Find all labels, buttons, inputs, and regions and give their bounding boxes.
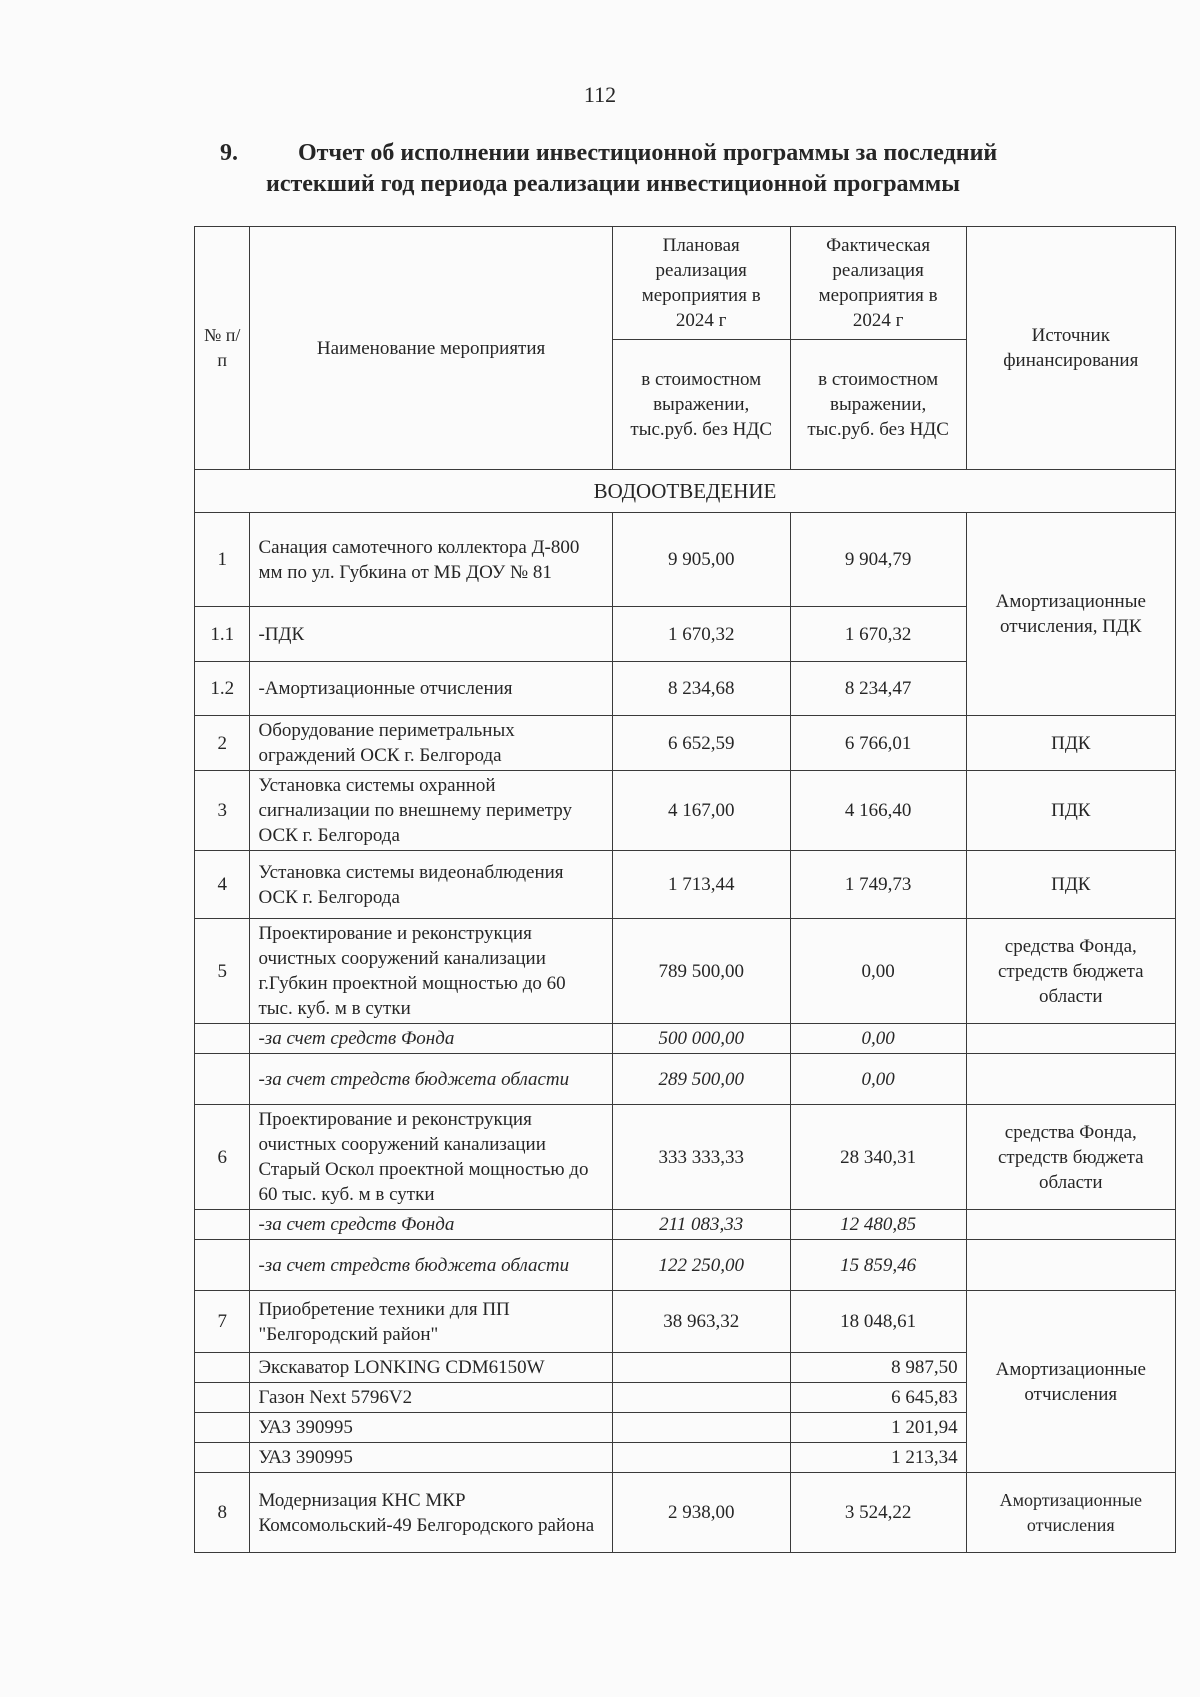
table-row <box>195 1105 1176 1210</box>
row-num <box>195 1383 250 1413</box>
row-plan: 500 000,00 <box>612 1024 790 1054</box>
row-fact: 28 340,31 <box>790 1105 966 1210</box>
row-name: Установка системы видеонаблюдения ОСК г. Белгорода <box>250 851 612 919</box>
row-name: -Амортизационные отчисления <box>250 662 612 716</box>
table-row <box>195 771 1176 851</box>
row-name: Проектирование и реконструкция очистных сооружений канализации г.Губкин проектной мощностью до 60 тыс. куб. м в сутки <box>250 919 612 1024</box>
table-row <box>195 1024 1176 1054</box>
row-num <box>195 1413 250 1443</box>
investment-report-table <box>194 226 1176 1553</box>
row-fact: 1 670,32 <box>790 607 966 662</box>
row-num: 5 <box>195 919 250 1024</box>
row-plan: 9 905,00 <box>612 513 790 607</box>
header-fact-sub: в стоимостном выражении, тыс.руб. без НДС <box>790 340 966 470</box>
row-fact: 4 166,40 <box>790 771 966 851</box>
row-source: Амортизационные отчисления <box>966 1291 1175 1473</box>
table-row <box>195 1054 1176 1105</box>
row-source: средства Фонда, стредств бюджета области <box>966 1105 1175 1210</box>
row-plan <box>612 1443 790 1473</box>
row-num <box>195 1024 250 1054</box>
row-fact: 15 859,46 <box>790 1240 966 1291</box>
row-num <box>195 1210 250 1240</box>
heading-line-2: истекший год периода реализации инвестиционной программы <box>266 171 960 197</box>
table-row <box>195 716 1176 771</box>
row-source: ПДК <box>966 851 1175 919</box>
row-fact: 8 987,50 <box>790 1353 966 1383</box>
row-name: Приобретение техники для ПП "Белгородский район" <box>250 1291 612 1353</box>
header-num: № п/п <box>195 227 250 470</box>
page-number: 112 <box>583 82 617 107</box>
header-row <box>195 227 1176 340</box>
row-name: Оборудование периметральных ограждений ОСК г. Белгорода <box>250 716 612 771</box>
header-fact: Фактическая реализация мероприятия в 2024 г <box>790 227 966 340</box>
row-plan: 333 333,33 <box>612 1105 790 1210</box>
row-source <box>966 1054 1175 1105</box>
row-plan: 789 500,00 <box>612 919 790 1024</box>
row-fact: 6 766,01 <box>790 716 966 771</box>
row-plan: 4 167,00 <box>612 771 790 851</box>
row-name: -за счет средств Фонда <box>250 1024 612 1054</box>
heading-number: 9. <box>220 140 238 166</box>
table-row <box>195 919 1176 1024</box>
row-num: 6 <box>195 1105 250 1210</box>
row-source: Амортизационные отчисления <box>966 1473 1175 1553</box>
section-row <box>195 470 1176 513</box>
row-source: ПДК <box>966 716 1175 771</box>
row-fact: 3 524,22 <box>790 1473 966 1553</box>
row-source <box>966 1240 1175 1291</box>
row-fact: 8 234,47 <box>790 662 966 716</box>
row-fact: 1 749,73 <box>790 851 966 919</box>
table-row <box>195 1473 1176 1553</box>
row-num: 7 <box>195 1291 250 1353</box>
row-plan: 289 500,00 <box>612 1054 790 1105</box>
row-source <box>966 1210 1175 1240</box>
row-fact: 0,00 <box>790 1024 966 1054</box>
row-name: -ПДК <box>250 607 612 662</box>
header-plan: Плановая реализация мероприятия в 2024 г <box>612 227 790 340</box>
row-name: Газон Next 5796V2 <box>250 1383 612 1413</box>
section-title: ВОДООТВЕДЕНИЕ <box>195 470 1176 513</box>
row-name: -за счет стредств бюджета области <box>250 1240 612 1291</box>
row-source <box>966 1024 1175 1054</box>
row-plan <box>612 1353 790 1383</box>
row-plan: 122 250,00 <box>612 1240 790 1291</box>
heading-line-1: Отчет об исполнении инвестиционной программы за последний <box>298 140 998 166</box>
table-row <box>195 851 1176 919</box>
row-source: Амортизационные отчисления, ПДК <box>966 513 1175 716</box>
table-row <box>195 513 1176 607</box>
row-num: 3 <box>195 771 250 851</box>
header-name: Наименование мероприятия <box>250 227 612 470</box>
row-source: ПДК <box>966 771 1175 851</box>
row-num <box>195 1353 250 1383</box>
header-source: Источник финансирования <box>966 227 1175 470</box>
table-row <box>195 1291 1176 1353</box>
row-name: -за счет средств Фонда <box>250 1210 612 1240</box>
row-plan: 1 713,44 <box>612 851 790 919</box>
row-name: Санация самотечного коллектора Д-800 мм по ул. Губкина от МБ ДОУ № 81 <box>250 513 612 607</box>
row-fact: 1 213,34 <box>790 1443 966 1473</box>
row-fact: 9 904,79 <box>790 513 966 607</box>
table-row <box>195 1210 1176 1240</box>
row-fact: 0,00 <box>790 1054 966 1105</box>
row-plan: 1 670,32 <box>612 607 790 662</box>
row-plan: 211 083,33 <box>612 1210 790 1240</box>
row-plan: 38 963,32 <box>612 1291 790 1353</box>
row-num: 8 <box>195 1473 250 1553</box>
row-plan <box>612 1383 790 1413</box>
row-num: 1.2 <box>195 662 250 716</box>
row-fact: 0,00 <box>790 919 966 1024</box>
row-name: -за счет стредств бюджета области <box>250 1054 612 1105</box>
row-name: Модернизация КНС МКР Комсомольский-49 Белгородского района <box>250 1473 612 1553</box>
row-plan: 6 652,59 <box>612 716 790 771</box>
row-fact: 12 480,85 <box>790 1210 966 1240</box>
row-name: УАЗ 390995 <box>250 1443 612 1473</box>
row-num <box>195 1443 250 1473</box>
row-num <box>195 1240 250 1291</box>
table-row <box>195 1240 1176 1291</box>
row-num: 1 <box>195 513 250 607</box>
row-fact: 18 048,61 <box>790 1291 966 1353</box>
row-name: УАЗ 390995 <box>250 1413 612 1443</box>
row-plan <box>612 1413 790 1443</box>
row-name: Проектирование и реконструкция очистных сооружений канализации Старый Оскол проектной мощностью до 60 тыс. куб. м в сутки <box>250 1105 612 1210</box>
row-num: 2 <box>195 716 250 771</box>
row-plan: 2 938,00 <box>612 1473 790 1553</box>
row-num: 1.1 <box>195 607 250 662</box>
row-fact: 6 645,83 <box>790 1383 966 1413</box>
row-plan: 8 234,68 <box>612 662 790 716</box>
row-source: средства Фонда, стредств бюджета области <box>966 919 1175 1024</box>
row-num: 4 <box>195 851 250 919</box>
row-name: Экскаватор LONKING CDM6150W <box>250 1353 612 1383</box>
header-plan-sub: в стоимостном выражении, тыс.руб. без НДС <box>612 340 790 470</box>
row-name: Установка системы охранной сигнализации по внешнему периметру ОСК г. Белгорода <box>250 771 612 851</box>
section-heading <box>210 138 1110 200</box>
row-fact: 1 201,94 <box>790 1413 966 1443</box>
row-num <box>195 1054 250 1105</box>
